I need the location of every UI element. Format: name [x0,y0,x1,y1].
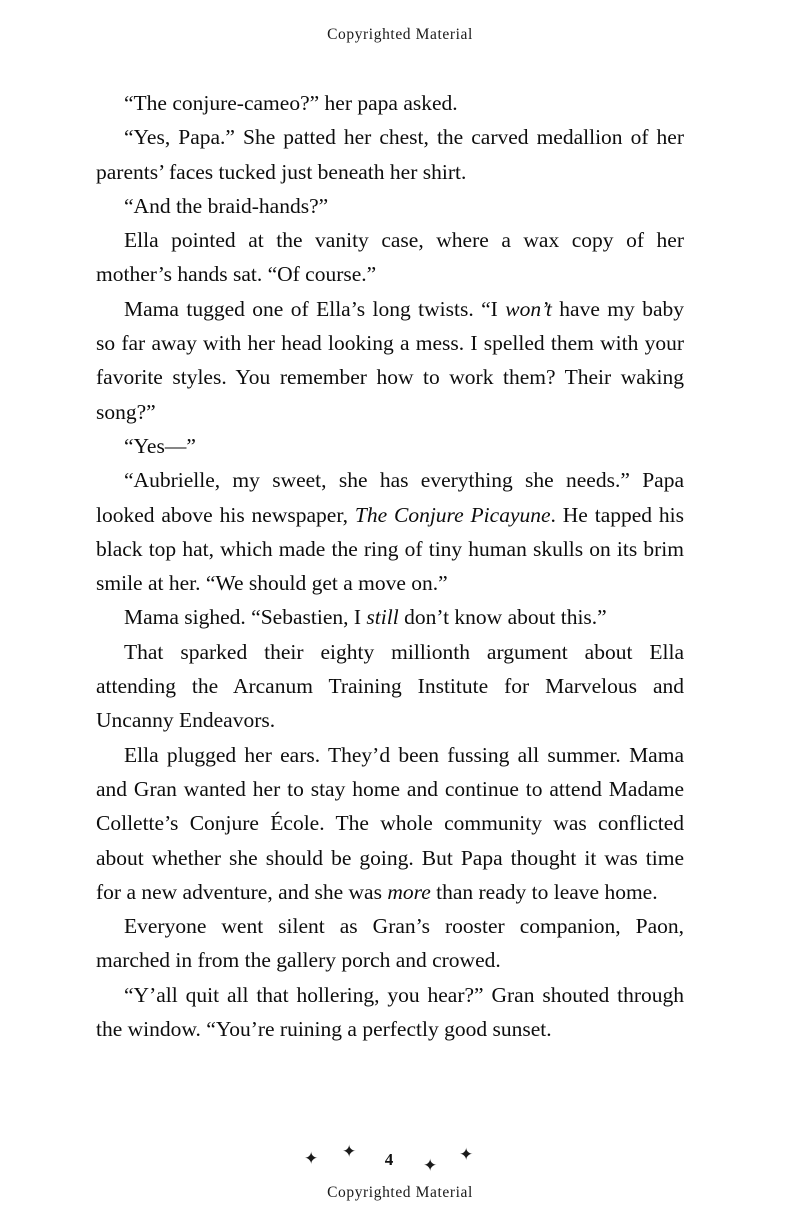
body-paragraph: Mama sighed. “Sebastien, I still don’t know about this.” [124,605,607,630]
page-number: 4 [384,1150,394,1169]
italic-run: more [387,879,431,904]
italic-run: won’t [505,296,552,321]
ornament-star-icon: ✦ [459,1145,474,1164]
ornament-star-icon: ✦ [304,1149,319,1168]
italic-run: The Conjure Picayune [354,502,551,527]
ornament-star-icon: ✦ [423,1156,438,1175]
body-paragraph: “And the braid-hands?” [124,193,329,218]
body-paragraph: Ella pointed at the vanity case, where a wax copy of her mother’s hands sat. “Of course.” [96,228,684,287]
body-paragraph: Mama tugged one of Ella’s long twists. “I won’t have my baby so far away with her head looking a mess. I spelled them with your favorite styles. You remember how to work them? Their waking song?” [96,296,684,424]
body-paragraph: Everyone went silent as Gran’s rooster companion, Paon, marched in from the gallery porch and crowed. [96,914,684,973]
copyright-watermark-top: Copyrighted Material [327,26,473,43]
copyright-watermark-bottom: Copyrighted Material [327,1184,473,1201]
ornament-star-icon: ✦ [342,1142,357,1161]
ornament-row [0,1140,800,1176]
body-paragraph: That sparked their eighty millionth argument about Ella attending the Arcanum Training Institute for Marvelous and Uncanny Endeavors. [96,639,684,733]
body-paragraph: “The conjure-cameo?” her papa asked. [124,91,458,115]
page-footer [0,1140,800,1176]
page-body-text [96,86,684,1046]
body-paragraph: Ella plugged her ears. They’d been fussing all summer. Mama and Gran wanted her to stay home and continue to attend Madame Collette’s Conjure École. The whole community was conflicted about whether she should be going. But Papa thought it was time for a new adventure, and she was more than ready to leave home. [96,742,684,904]
body-paragraph: “Yes, Papa.” She patted her chest, the carved medallion of her parents’ faces tucked just beneath her shirt. [96,125,684,184]
italic-run: still [366,605,399,630]
body-paragraph: “Y’all quit all that hollering, you hear?” Gran shouted through the window. “You’re ruining a perfectly good sunset. [96,982,684,1042]
body-paragraph: “Aubrielle, my sweet, she has everything she needs.” Papa looked above his newspaper, The Conjure Picayune. He tapped his black top hat, which made the ring of tiny human skulls on its brim smile at her. “We should get a move on.” [96,468,684,596]
body-paragraph: “Yes—” [124,433,196,458]
